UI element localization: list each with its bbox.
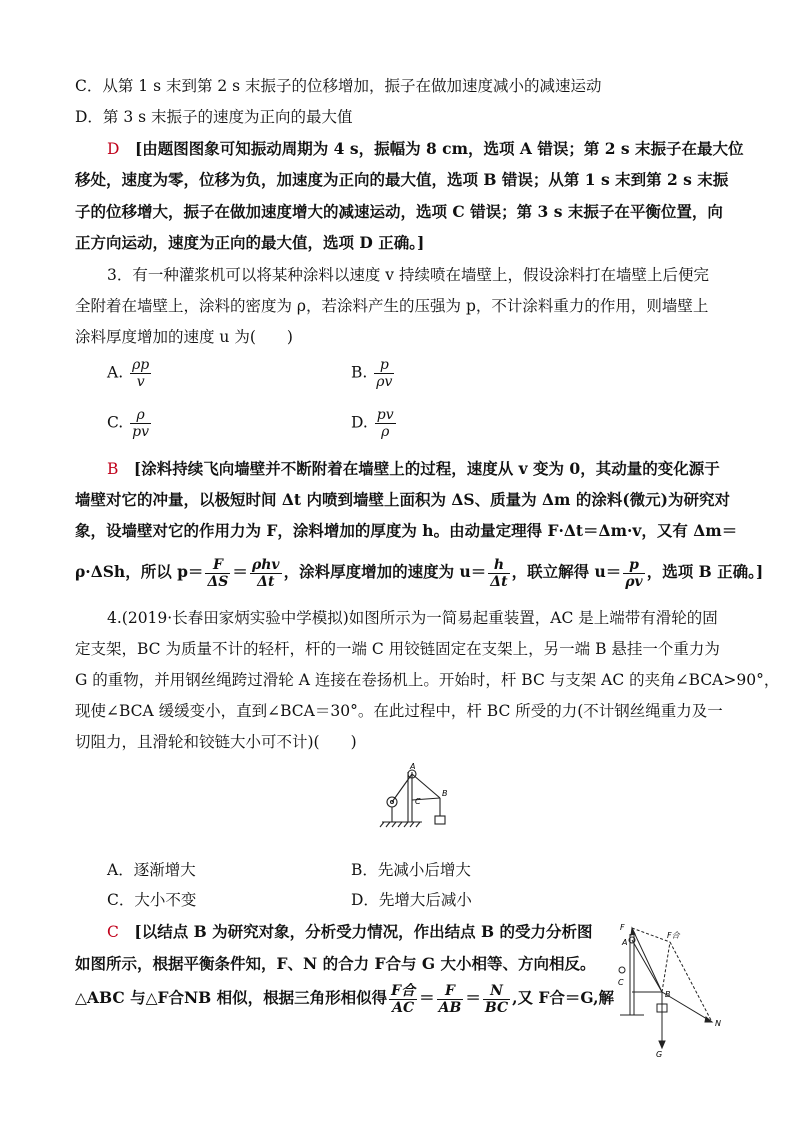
crane-label-a: A bbox=[410, 762, 416, 771]
q3-c-label: C. bbox=[107, 413, 124, 432]
force-label-n: N bbox=[715, 1019, 721, 1028]
q3-option-b bbox=[351, 357, 396, 390]
q3-exp4c: ，涂料厚度增加的速度为 u＝ bbox=[283, 562, 487, 581]
q3-frac-f-ds: $\frac{F}{\Delta S}$ bbox=[207, 556, 229, 590]
q2-explanation-line4: 正方向运动，速度为正向的最大值，选项 D 正确。] bbox=[75, 233, 425, 252]
force-label-c: C bbox=[618, 978, 624, 987]
crane-label-b: B bbox=[442, 789, 448, 798]
q2-explanation-line3: 子的位移增大，振子在做加速度增大的减速运动，选项 C 错误；第 3 s 末振子在平衡位置，向 bbox=[75, 202, 723, 221]
q3-exp4b: ＝ bbox=[232, 562, 248, 581]
q3-exp1-text: [涂料持续飞向墙壁并不断附着在墙壁上的过程，速度从 v 变为 0，其动量的变化源于 bbox=[133, 459, 720, 478]
q4-explanation-line1 bbox=[107, 922, 593, 942]
q4-stem-line5: 切阻力，且滑轮和铰链大小可不计)( ) bbox=[75, 733, 357, 751]
q4-option-a: A．逐渐增大 bbox=[107, 861, 196, 879]
q4-exp3b: ,又 F合＝G,解 bbox=[512, 988, 614, 1007]
q4-stem-line1: 4.(2019·长春田家炳实验中学模拟)如图所示为一简易起重装置，AC 是上端带有滑轮的固 bbox=[107, 609, 718, 627]
q3-answer: B bbox=[107, 460, 119, 478]
q3-explanation-line1 bbox=[107, 459, 720, 479]
force-label-b: B bbox=[665, 990, 671, 999]
q2-exp1-text: [由题图图象可知振动周期为 4 s，振幅为 8 cm，选项 A 错误；第 2 s 末振子在最大位 bbox=[134, 139, 744, 158]
q3-explanation-line2: 墙壁对它的冲量，以极短时间 Δt 内喷到墙壁上面积为 ΔS、质量为 Δm 的涂料(微元)为研究对 bbox=[75, 490, 730, 509]
q4-frac-f-ab: $\frac{F}{AB}$ bbox=[438, 982, 462, 1016]
force-label-g: G bbox=[656, 1050, 663, 1059]
q3-a-label: A. bbox=[107, 363, 124, 382]
q3-d-label: D. bbox=[351, 413, 368, 432]
q4-exp3a: △ABC 与△F合NB 相似，根据三角形相似得 bbox=[75, 988, 388, 1007]
force-label-f: F bbox=[620, 923, 625, 932]
q3-b-fraction: $\frac{p}{\rho v}$ bbox=[376, 357, 393, 390]
q4-stem-line3: G 的重物，并用钢丝绳跨过滑轮 A 连接在卷扬机上。开始时，杆 BC 与支架 AC 的夹角∠BCA>90°， bbox=[75, 671, 780, 689]
q3-stem-line1: 3．有一种灌浆机可以将某种涂料以速度 v 持续喷在墙壁上，假设涂料打在墙壁上后便完 bbox=[107, 266, 709, 284]
q4-exp1-text: [以结点 B 为研究对象，分析受力情况，作出结点 B 的受力分析图 bbox=[134, 922, 593, 941]
q4-frac-fh-ac: $\frac{\text{F合}}{AC}$ bbox=[391, 982, 416, 1016]
q2-option-d: D．第 3 s 末振子的速度为正向的最大值 bbox=[75, 108, 353, 126]
q4-option-d: D．先增大后减小 bbox=[351, 891, 472, 909]
q3-a-fraction: $\frac{\rho p}{v}$ bbox=[132, 357, 150, 390]
q3-explanation-line3: 象，设墙壁对它的作用力为 F，涂料增加的厚度为 h。由动量定理得 F·Δt＝Δm·v，又有 Δm＝ bbox=[75, 521, 738, 540]
q3-frac-rhohv-dt: $\frac{\text{ρhv}}{\Delta t}$ bbox=[251, 556, 280, 590]
q3-exp4e: ，选项 B 正确。] bbox=[646, 562, 764, 581]
q4-crane-figure bbox=[372, 760, 462, 840]
q3-exp4a: ρ·ΔSh，所以 p＝ bbox=[75, 562, 204, 581]
q4-answer: C bbox=[107, 923, 119, 941]
q4-stem-line2: 定支架，BC 为质量不计的轻杆，杆的一端 C 用铰链固定在支架上，另一端 B 悬挂一个重力为 bbox=[75, 640, 720, 658]
q3-option-d bbox=[351, 407, 398, 440]
q3-option-c bbox=[107, 407, 153, 440]
q3-frac-p-rhov: $\frac{p}{\rho v}$ bbox=[625, 556, 643, 590]
q2-answer: D bbox=[107, 140, 120, 158]
q3-option-a bbox=[107, 357, 153, 390]
q3-d-fraction: $\frac{pv}{\rho}$ bbox=[376, 407, 394, 440]
q3-exp4d: ，联立解得 u＝ bbox=[511, 562, 622, 581]
q3-stem-line3: 涂料厚度增加的速度 u 为( ) bbox=[75, 328, 293, 346]
q3-stem-line2: 全附着在墙壁上，涂料的密度为 ρ，若涂料产生的压强为 p，不计涂料重力的作用，则墙壁上 bbox=[75, 297, 709, 315]
q2-explanation-line1 bbox=[107, 139, 744, 159]
q4-frac-n-bc: $\frac{N}{BC}$ bbox=[484, 982, 509, 1016]
q3-frac-h-dt: $\frac{h}{\Delta t}$ bbox=[490, 556, 508, 590]
q4-explanation-line2: 如图所示，根据平衡条件知，F、N 的合力 F合与 G 大小相等、方向相反。 bbox=[75, 954, 596, 973]
q3-b-label: B. bbox=[351, 363, 368, 382]
force-label-a: A bbox=[622, 938, 628, 947]
q4-option-c: C．大小不变 bbox=[107, 891, 197, 909]
q3-explanation-line4 bbox=[75, 552, 763, 592]
q2-option-c: C．从第 1 s 末到第 2 s 末振子的位移增加，振子在做加速度减小的减速运动 bbox=[75, 77, 602, 95]
q4-stem-line4: 现使∠BCA 缓缓变小，直到∠BCA＝30°。在此过程中，杆 BC 所受的力(不计钢丝绳重力及一 bbox=[75, 702, 723, 720]
q4-explanation-line3: △ABC 与△F合NB 相似，根据三角形相似得 $\frac{\text{F合}}{AC}$ ＝ $\frac{F}{AB}$ ＝ $\frac{N}{BC}$ ,又 F合＝G,解 bbox=[75, 982, 614, 1016]
q3-c-fraction: $\frac{\rho}{pv}$ bbox=[132, 407, 150, 440]
q4-force-diagram bbox=[612, 920, 732, 1060]
crane-label-c: C bbox=[415, 797, 421, 806]
force-label-fh: F合 bbox=[667, 931, 680, 940]
q4-option-b: B．先减小后增大 bbox=[351, 861, 471, 879]
q2-explanation-line2: 移处，速度为零，位移为负，加速度为正向的最大值，选项 B 错误；从第 1 s 末到第 2 s 末振 bbox=[75, 170, 729, 189]
